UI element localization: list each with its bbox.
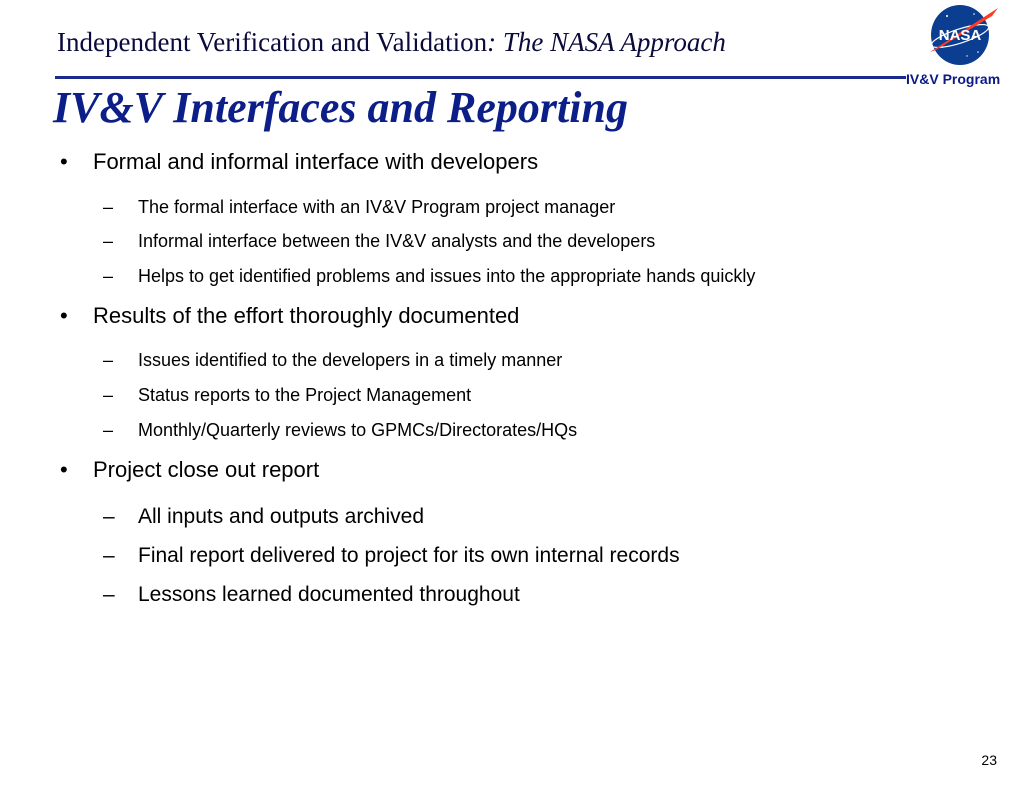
sub-bullet-text: Informal interface between the IV&V analysts and the developers xyxy=(138,231,656,251)
dash-mark: – xyxy=(103,583,115,606)
header-title xyxy=(57,27,726,58)
sub-bullet-text: Lessons learned documented throughout xyxy=(138,583,520,606)
bullet-item xyxy=(60,149,538,175)
bullet-item xyxy=(60,303,519,329)
nasa-logo xyxy=(922,2,1002,68)
page-number: 23 xyxy=(981,752,997,768)
bullet-mark: • xyxy=(60,303,68,328)
sub-bullet-text: Monthly/Quarterly reviews to GPMCs/Directorates/HQs xyxy=(138,420,578,440)
sub-bullet-item xyxy=(103,197,615,218)
header-title-sub: : The NASA Approach xyxy=(487,27,726,57)
bullet-text: Results of the effort thoroughly documented xyxy=(93,303,520,328)
dash-mark: – xyxy=(103,544,115,567)
sub-bullet-item xyxy=(103,231,655,252)
sub-bullet-text: Final report delivered to project for its own internal records xyxy=(138,544,680,567)
sub-bullet-item xyxy=(103,420,577,441)
sub-bullet-text: All inputs and outputs archived xyxy=(138,505,425,528)
program-label: IV&V Program xyxy=(906,71,1001,87)
dash-mark: – xyxy=(103,385,114,405)
sub-bullet-item xyxy=(103,505,424,529)
sub-bullet-text: The formal interface with an IV&V Program project manager xyxy=(138,197,616,217)
dash-mark: – xyxy=(103,505,115,528)
header-rule xyxy=(55,76,906,79)
dash-mark: – xyxy=(103,350,114,370)
header-title-main: Independent Verification and Validation xyxy=(57,27,488,57)
slide-title: IV&V Interfaces and Reporting xyxy=(53,83,628,132)
bullet-text: Project close out report xyxy=(93,457,320,482)
sub-bullet-item xyxy=(103,350,562,371)
bullet-mark: • xyxy=(60,149,68,174)
bullet-text: Formal and informal interface with developers xyxy=(93,149,539,174)
dash-mark: – xyxy=(103,420,114,440)
bullet-mark: • xyxy=(60,457,68,482)
bullet-item xyxy=(60,457,319,483)
sub-bullet-text: Issues identified to the developers in a timely manner xyxy=(138,350,563,370)
dash-mark: – xyxy=(103,231,114,251)
nasa-logo-text: NASA xyxy=(938,27,982,44)
sub-bullet-text: Status reports to the Project Management xyxy=(138,385,472,405)
sub-bullet-text: Helps to get identified problems and issues into the appropriate hands quickly xyxy=(138,266,756,286)
sub-bullet-item xyxy=(103,544,680,568)
dash-mark: – xyxy=(103,266,114,286)
sub-bullet-item xyxy=(103,266,755,287)
sub-bullet-item xyxy=(103,385,471,406)
dash-mark: – xyxy=(103,197,114,217)
sub-bullet-item xyxy=(103,583,520,607)
